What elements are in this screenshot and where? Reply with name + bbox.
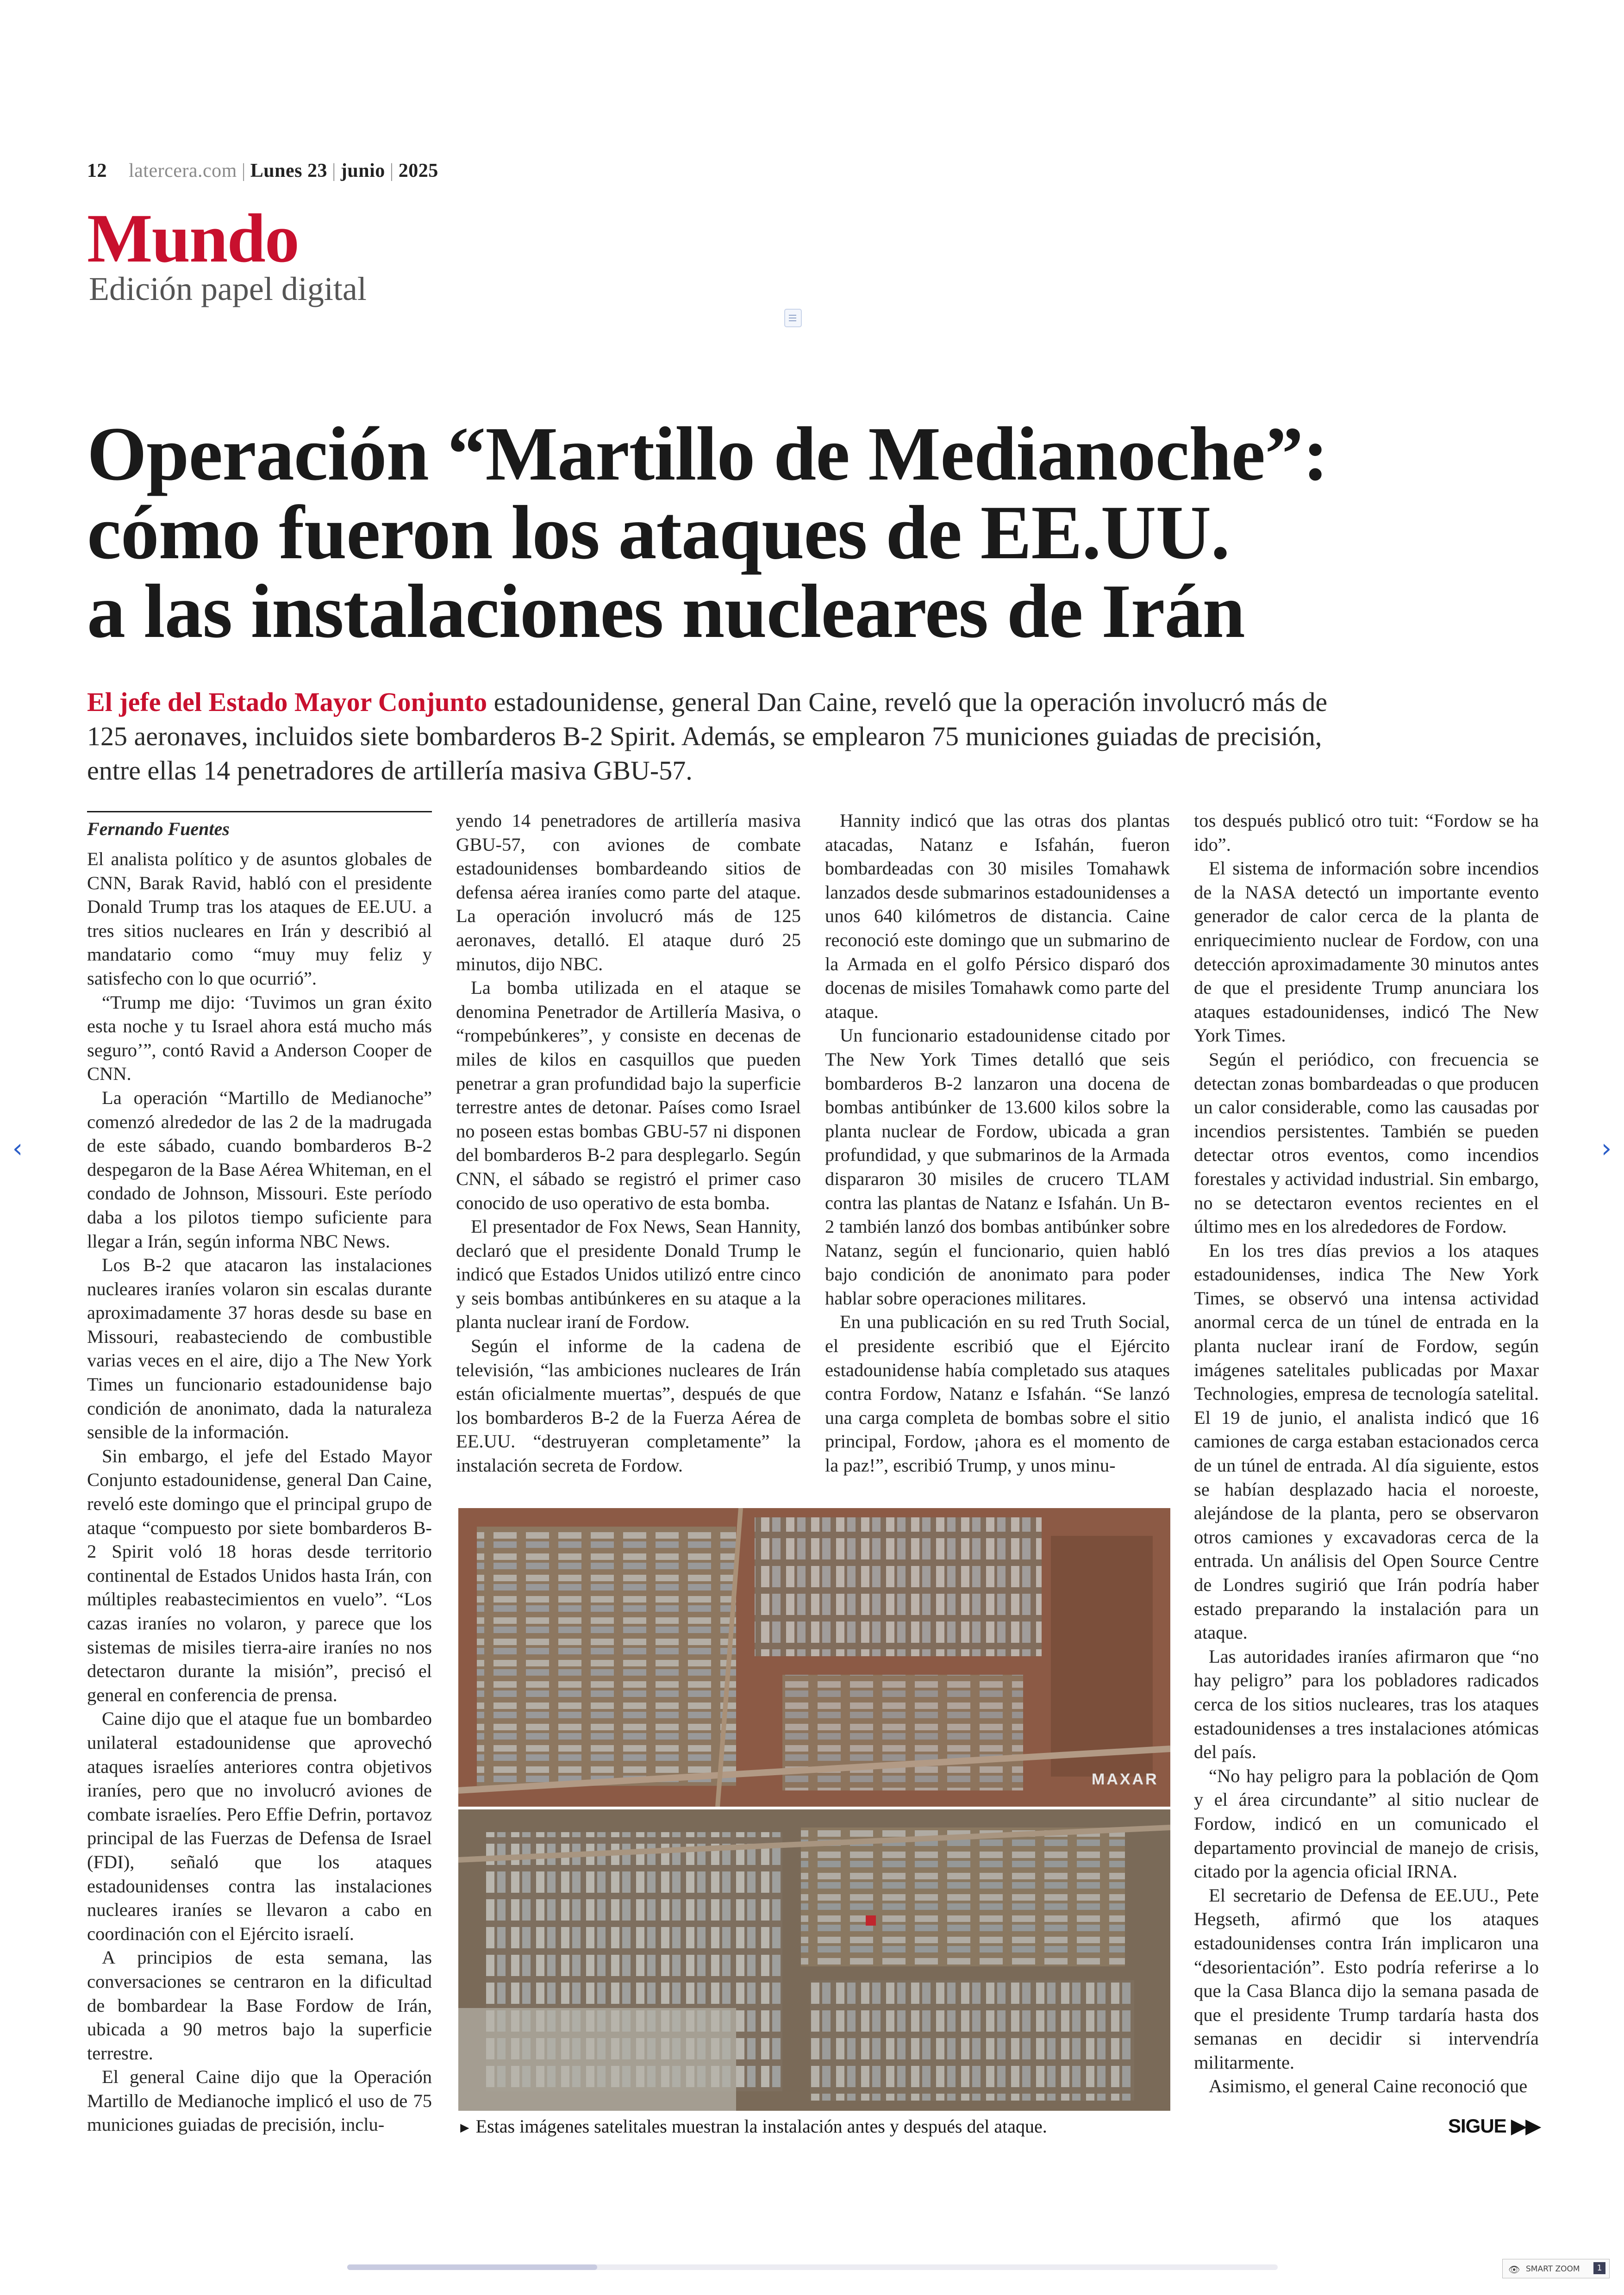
photo-caption bbox=[457, 2115, 1047, 2137]
smart-zoom-value: 1 bbox=[1593, 2262, 1605, 2274]
next-page-button[interactable]: › bbox=[1601, 1134, 1612, 1164]
headline bbox=[87, 411, 1476, 654]
paragraph: Hannity indicó que las otras dos plantas atacadas, Natanz e Isfahán, fueron bombardeadas con 30 misiles Tomahawk lanzados desde submarinos estadounidenses a unos 640 kilómetros de distancia. Caine reconoció este domingo que un submarino de la Armada en el golfo Pérsico disparó dos docenas de misiles Tomahawk como parte del ataque. bbox=[825, 810, 1170, 1022]
paragraph: yendo 14 penetradores de artillería masiva GBU-57, con aviones de combate estadounidenses bombardeando sitios de defensa aérea iraníes como parte del ataque. La operación involucró más de 125 aeronaves, detalló. El ataque duró 25 minutos, dijo NBC. bbox=[456, 810, 801, 974]
maxar-watermark: MAXAR bbox=[1092, 1771, 1159, 1788]
page-number: 12 bbox=[87, 160, 107, 181]
page-scrollbar-thumb[interactable] bbox=[347, 2264, 597, 2270]
paragraph: Asimismo, el general Caine reconoció que bbox=[1209, 2076, 1528, 2097]
paragraph: El sistema de información sobre incendios de la NASA detectó un importante evento generador de calor cerca de la planta de enriquecimiento nuclear de Fordow, con una detección aproximadamente 30 minutos antes de que el presidente Trump anunciara los ataques estadounidenses, indicó The New York Times. bbox=[1194, 858, 1539, 1046]
smart-zoom-label: SMART ZOOM bbox=[1526, 2264, 1580, 2274]
paragraph: La bomba utilizada en el ataque se denomina Penetrador de Artillería Masiva, o “rompebúnkeres”, y consiste en decenas de miles de kilos en casquillos que pueden penetrar a gran profundidad bajo la superficie terrestre antes de detonar. Países como Israel no poseen estas bombas GBU-57 ni disponen del bombarderos B-2 para desplegarlo. Según CNN, el sábado se registró el primer caso conocido de uso operativo de esta bomba. bbox=[456, 977, 801, 1213]
paragraph: Según el periódico, con frecuencia se detectan zonas bombardeadas o que producen un calor considerable, como las causadas por incendios persistentes. También se pueden detectar otros eventos, como incendios forestales y actividad industrial. Sin embargo, no se detectaron eventos recientes en el último mes en los alrededores de Fordow. bbox=[1194, 1048, 1539, 1237]
folio-line: 12 latercera.com | Lunes 23 | junio | 2025 bbox=[87, 160, 438, 181]
paragraph: Caine dijo que el ataque fue un bombardeo unilateral estadounidense que aprovechó ataques israelíes anteriores contra objetivos iraníes, pero que no involucró aviones de combate israelíes. Pero Effie Defrin, portavoz principal de las Fuerzas de Defensa de Israel (FDI), señaló que los ataques estadounidenses contra las instalaciones nucleares iraníes se llevaron a cabo en coordinación con el Ejército israelí. bbox=[87, 1708, 432, 1944]
body-column-1 bbox=[87, 847, 432, 2137]
paragraph: A principios de esta semana, las conversaciones se centraron en la dificultad de bombardear la Base Fordow de Irán, ubicada a 90 metros bajo la superficie terrestre. bbox=[87, 1947, 432, 2064]
body-column-3 bbox=[825, 809, 1170, 1478]
caption-text: Estas imágenes satelitales muestran la instalación antes y después del ataque. bbox=[475, 2116, 1047, 2137]
caption-marker: ► bbox=[457, 2119, 472, 2136]
folio-year: 2025 bbox=[398, 160, 438, 181]
smart-zoom-control[interactable] bbox=[1502, 2259, 1610, 2278]
section-title: Mundo bbox=[87, 200, 299, 277]
paragraph: El secretario de Defensa de EE.UU., Pete Hegseth, afirmó que los ataques estadounidenses contra Irán implicaron una “desorientación”. Esto podría referirse a lo que la Casa Blanca dijo la semana pasada de que el presidente Trump tardaría hasta dos semanas en decidir si intervendría militarmente. bbox=[1194, 1884, 1539, 2073]
eye-icon: 👁 bbox=[1508, 2264, 1520, 2275]
paragraph: tos después publicó otro tuit: “Fordow se ha ido”. bbox=[1194, 810, 1539, 855]
continue-label[interactable]: SIGUE ▶▶ bbox=[1448, 2115, 1540, 2137]
satellite-image-after bbox=[458, 1809, 1170, 2111]
folio-day: Lunes 23 bbox=[250, 160, 327, 181]
headline-line-3: a las instalaciones nucleares de Irán bbox=[87, 568, 1245, 654]
satellite-image-before bbox=[458, 1508, 1170, 1807]
paragraph: El general Caine dijo que la Operación Martillo de Medianoche implicó el uso de 75 municiones guiadas de precisión, inclu- bbox=[87, 2066, 432, 2135]
body-column-4 bbox=[1194, 809, 1539, 2098]
author-byline: Fernando Fuentes bbox=[87, 818, 230, 839]
headline-line-1: Operación “Martillo de Medianoche”: bbox=[87, 411, 1328, 496]
site-name: latercera.com bbox=[129, 160, 237, 181]
paragraph: “No hay peligro para la población de Qom y el área circundante” al sitio nuclear de Fordow, indicó en un comunicado el departamento provincial de manejo de crisis, citado por la agencia oficial IRNA. bbox=[1194, 1765, 1539, 1882]
lead-paragraph bbox=[87, 685, 1355, 788]
paragraph: Las autoridades iraníes afirmaron que “no hay peligro” para los pobladores radicados cerca de los sitios nucleares, tras los ataques estadounidenses a tres instalaciones atómicas del país. bbox=[1194, 1646, 1539, 1763]
paragraph: El presentador de Fox News, Sean Hannity, declaró que el presidente Donald Trump le indicó que Estados Unidos utilizó entre cinco y seis bombas antibúnkeres en su ataque a la planta nuclear iraní de Fordow. bbox=[456, 1216, 801, 1333]
folio-month: junio bbox=[340, 160, 385, 181]
article-list-icon[interactable] bbox=[784, 309, 802, 327]
lead-text: estadounidense, general Dan Caine, reveló que la operación involucró más de 125 aeronaves, incluidos siete bombarderos B-2 Spirit. Además, se emplearon 75 municiones guiadas de precisión, entre ellas 14 penetradores de artillería masiva GBU-57. bbox=[87, 687, 1328, 786]
paragraph: La operación “Martillo de Medianoche” comenzó alrededor de las 2 de la madrugada de este sábado, cuando bombarderos B-2 despegaron de la Base Aérea Whiteman, en el condado de Johnson, Missouri. Este período daba a los pilotos tiempo suficiente para llegar a Irán, según informa NBC News. bbox=[87, 1087, 432, 1252]
paragraph: En los tres días previos a los ataques estadounidenses, indica The New York Times, se observó una intensa actividad anormal cerca de un túnel de entrada en la planta nuclear iraní de Fordow, según imágenes satelitales publicadas por Maxar Technologies, empresa de tecnología satelital. El 19 de junio, el analista indicó que 16 camiones de carga estaban estacionados cerca de un túnel de entrada. Al día siguiente, estos se habían desplazado hacia el noroeste, alejándose de la planta, pero se observaron otros camiones y excavadoras cerca de la entrada. Un análisis del Open Source Centre de Londres sugirió que Irán podría haber estado preparando la instalación para un ataque. bbox=[1194, 1240, 1539, 1643]
satellite-photo bbox=[458, 1508, 1170, 2111]
paragraph: “Trump me dijo: ‘Tuvimos un gran éxito esta noche y tu Israel ahora está mucho más seguro’”, contó Ravid a Anderson Cooper de CNN. bbox=[87, 992, 432, 1085]
paragraph: En una publicación en su red Truth Social, el presidente escribió que el Ejército estadounidense había completado sus ataques contra Fordow, Natanz e Isfahán. “Se lanzó una carga completa de bombas sobre el sitio principal, Fordow, ¡ahora es el momento de la paz!”, escribió Trump, y unos minu- bbox=[825, 1311, 1170, 1476]
paragraph: Un funcionario estadounidense citado por The New York Times detalló que seis bombarderos B-2 lanzaron una docena de bombas antibúnker de 13.600 kilos sobre la planta nuclear de Fordow, ubicada a gran profundidad, y que submarinos de la Armada dispararon 30 misiles de crucero TLAM contra las plantas de Natanz e Isfahán. Un B-2 también lanzó dos bombas antibúnker sobre Natanz, según el funcionario, quien habló bajo condición de anonimato para poder hablar sobre operaciones militares. bbox=[825, 1025, 1170, 1309]
paragraph: El analista político y de asuntos globales de CNN, Barak Ravid, habló con el presidente Donald Trump tras los ataques de EE.UU. a tres sitios nucleares en Irán y describió al mandatario como “muy muy feliz y satisfecho con lo que ocurrió”. bbox=[87, 848, 432, 989]
edition-label: Edición papel digital bbox=[89, 270, 367, 307]
paragraph: Los B-2 que atacaron las instalaciones nucleares iraníes volaron sin escalas durante aproximadamente 37 horas desde su base en Missouri, reabasteciendo de combustible varias veces en el aire, dijo a The New York Times un funcionario estadounidense bajo condición de anonimato, dada la naturaleza sensible de la información. bbox=[87, 1254, 432, 1443]
previous-page-button[interactable]: ‹ bbox=[12, 1134, 23, 1164]
headline-line-2: cómo fueron los ataques de EE.UU. bbox=[87, 490, 1230, 575]
lead-highlight: El jefe del Estado Mayor Conjunto bbox=[87, 687, 487, 717]
paragraph: Sin embargo, el jefe del Estado Mayor Conjunto estadounidense, general Dan Caine, reveló este domingo que el principal grupo de ataque “compuesto por siete bombarderos B-2 Spirit voló 18 horas desde territorio continental de Estados Unidos hasta Irán, con múltiples reabastecimientos en vuelo”. “Los cazas iraníes no volaron, y parece que los sistemas de misiles tierra-aire iraníes no nos detectaron durante la misión”, precisó el general en conferencia de prensa. bbox=[87, 1445, 432, 1705]
author-rule bbox=[87, 811, 432, 812]
paragraph: Según el informe de la cadena de televisión, “las ambiciones nucleares de Irán están oficialmente muertas”, después de que los bombarderos B-2 de la Fuerza Aérea de EE.UU. “destruyeran completamente” la instalación secreta de Fordow. bbox=[456, 1335, 801, 1476]
body-column-2 bbox=[456, 809, 801, 1478]
